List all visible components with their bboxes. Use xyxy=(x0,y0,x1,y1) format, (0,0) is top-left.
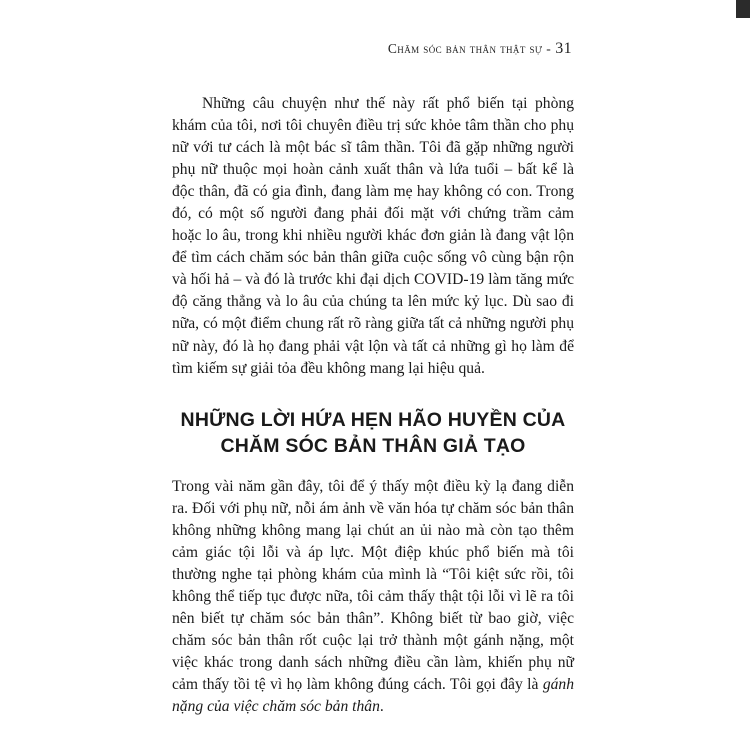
section-heading xyxy=(172,407,574,459)
page-number: 31 xyxy=(555,40,572,57)
page-top-edge xyxy=(0,0,750,18)
section-heading-line-2: CHĂM SÓC BẢN THÂN GIẢ TẠO xyxy=(220,434,526,457)
paragraph-2-end: . xyxy=(379,698,384,716)
running-head-title: Chăm sóc bản thân thật sự xyxy=(387,41,543,56)
page-body xyxy=(172,93,574,718)
section-heading-line-1: NHỮNG LỜI HỨA HẸN HÃO HUYỀN CỦA xyxy=(180,408,566,431)
facing-page-edge xyxy=(736,0,750,18)
paragraph-2 xyxy=(172,476,574,719)
paragraph-2-text: Trong vài năm gần đây, tôi để ý thấy một điều kỳ lạ đang diễn ra. Đối với phụ nữ, nỗi ám ảnh về văn hóa tự chăm sóc bản thân không những không mang lại chút an ủi nào mà còn tạo thêm cảm giác tội lỗi và áp lực. Một điệp khúc phổ biến mà tôi thường nghe tại phòng khám của mình là “Tôi kiệt sức rồi, tôi không thể tiếp tục được nữa, tôi cảm thấy thật tội lỗi vì lẽ ra tôi nên biết tự chăm sóc bản thân”. Không biết từ bao giờ, việc chăm sóc bản thân rốt cuộc lại trở thành một gánh nặng, một việc khác trong danh sách những điều cần làm, khiến phụ nữ cảm thấy tồi tệ vì họ làm không đúng cách. Tôi gọi đây là xyxy=(172,477,574,694)
running-head xyxy=(388,40,572,58)
running-head-separator: - xyxy=(546,41,552,56)
paragraph-2-italic-phrase: gánh nặng của việc chăm sóc bản thân xyxy=(172,676,574,716)
paragraph-1: Những câu chuyện như thế này rất phổ biến tại phòng khám của tôi, nơi tôi chuyên điều trị sức khỏe tâm thần cho phụ nữ với tư cách là một bác sĩ tâm thần. Tôi đã gặp những người phụ nữ thuộc mọi hoàn cảnh xuất thân và lứa tuổi – bất kể là độc thân, đã có gia đình, đang làm mẹ hay không có con. Trong đó, có một số người đang phải đối mặt với chứng trầm cảm hoặc lo âu, trong khi nhiều người khác đơn giản là đang vật lộn để tìm cách chăm sóc bản thân giữa cuộc sống vô cùng bận rộn và hối hả – và đó là trước khi đại dịch COVID-19 làm tăng mức độ căng thẳng và lo âu của chúng ta lên mức kỷ lục. Dù sao đi nữa, có một điểm chung rất rõ ràng giữa tất cả những người phụ nữ này, đó là họ đang phải vật lộn và tất cả những gì họ làm để tìm kiếm sự giải tỏa đều không mang lại hiệu quả. xyxy=(172,95,574,377)
